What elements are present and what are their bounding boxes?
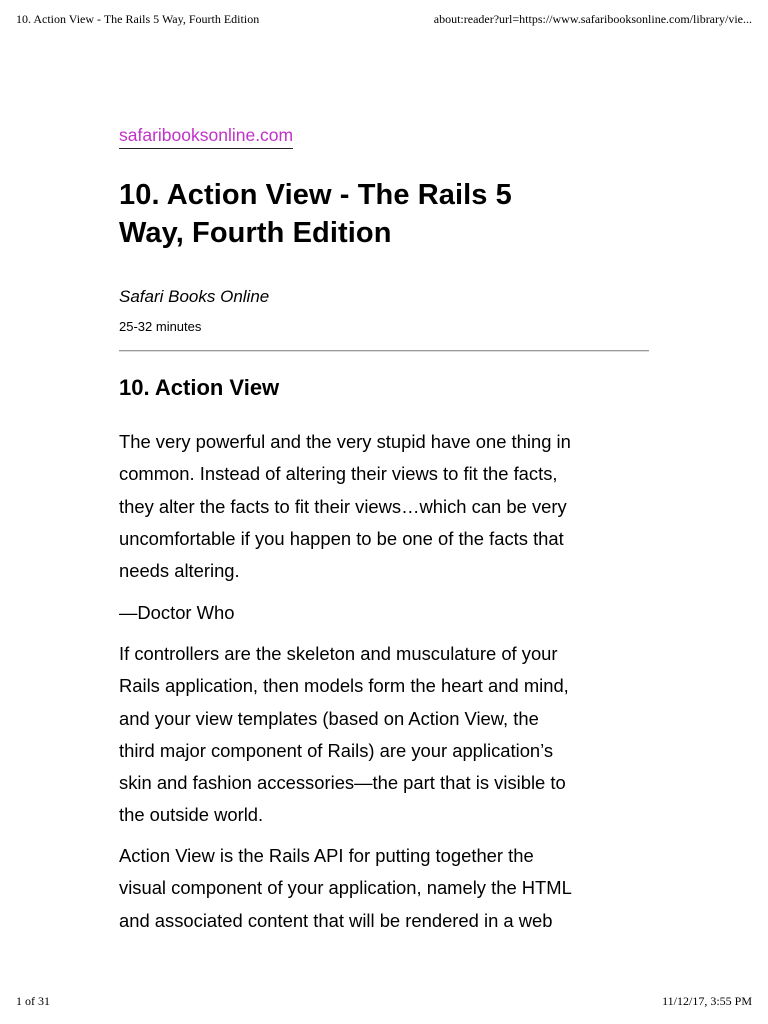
paragraph-line: If controllers are the skeleton and musculature of your (119, 643, 558, 664)
article-title-line: 10. Action View - The Rails 5 (119, 179, 512, 211)
header-divider (119, 350, 649, 352)
paragraph-line: needs altering. (119, 560, 240, 582)
reading-time: 25-32 minutes (119, 319, 202, 334)
body-paragraph (119, 638, 654, 832)
print-header-url: about:reader?url=https://www.safaribooksonline.com/library/vie... (433, 12, 752, 26)
article-title-line: Way, Fourth Edition (119, 217, 392, 249)
print-header-title: 10. Action View - The Rails 5 Way, Fourth Edition (16, 12, 260, 26)
print-footer (0, 994, 768, 1012)
paragraph-line: they alter the facts to fit their views…which can be very (119, 495, 567, 517)
epigraph-attribution (119, 597, 654, 629)
article-title (119, 176, 649, 252)
body-paragraph (119, 840, 654, 937)
paragraph-line: Rails application, then models form the heart and mind, (119, 675, 569, 697)
source-domain-link[interactable]: safaribooksonline.com (119, 124, 293, 149)
paragraph-line: visual component of your application, namely the HTML (119, 877, 572, 899)
paragraph-line: and associated content that will be rendered in a web (119, 909, 553, 931)
paragraph-line: and your view templates (based on Action View, the (119, 707, 539, 729)
epigraph-quote (119, 426, 654, 587)
paragraph-line: Action View is the Rails API for putting together the (119, 845, 534, 866)
paragraph-line: —Doctor Who (119, 602, 235, 623)
section-heading: 10. Action View (119, 375, 280, 400)
paragraph-line: The very powerful and the very stupid have one thing in (119, 431, 571, 452)
paragraph-line: common. Instead of altering their views to fit the facts, (119, 463, 558, 485)
article-credits: Safari Books Online (119, 287, 270, 306)
print-datetime: 11/12/17, 3:55 PM (662, 994, 752, 1008)
paragraph-line: uncomfortable if you happen to be one of the facts that (119, 527, 564, 549)
paragraph-line: third major component of Rails) are your application’s (119, 739, 554, 761)
page-number: 1 of 31 (16, 994, 50, 1008)
paragraph-line: skin and fashion accessories—the part that is visible to (119, 772, 566, 794)
print-header (0, 12, 768, 30)
paragraph-line: the outside world. (119, 804, 264, 826)
